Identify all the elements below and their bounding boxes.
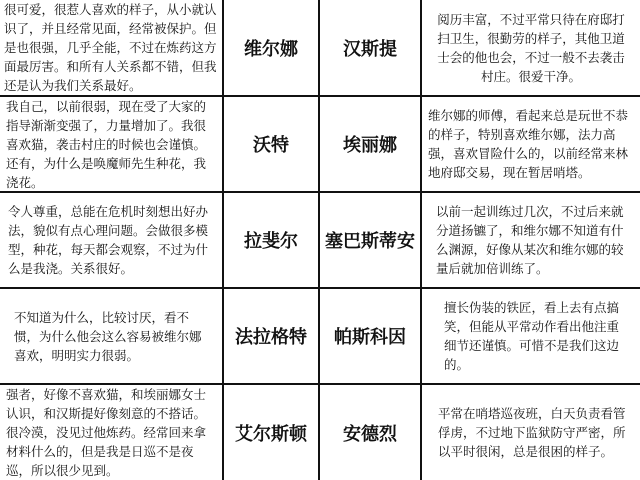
relation-note-text: 很可爱，很惹人喜欢的样子，从小就认识了，并且经常见面，经常被保护。但是也很强，几乎全能，不过在炼药这方面最厉害。和所有人关系都不错，但我还是认为我们关系最好。	[4, 2, 217, 93]
character-name-left: 法拉格特	[235, 327, 307, 348]
grid-line	[420, 0, 422, 480]
relation-note-right	[436, 193, 632, 287]
character-name-left: 艾尔斯顿	[235, 423, 307, 445]
relation-note-left	[4, 0, 218, 95]
relation-note-right	[434, 0, 628, 95]
relation-note-right	[428, 97, 634, 191]
character-name-right: 埃丽娜	[343, 135, 397, 156]
relation-note-text: 阅历丰富，不过平常只待在府邸打扫卫生，很勤劳的样子，其他卫道士会的他也会，不过一般不去袭击村庄。很爱干净。	[437, 11, 625, 84]
relation-note-left	[8, 193, 218, 287]
relation-note-left	[14, 289, 212, 383]
character-name-left: 沃特	[253, 135, 289, 156]
character-name-left: 拉斐尔	[244, 231, 298, 252]
relation-note-left	[6, 97, 216, 191]
relation-note-text: 不知道为什么，比较讨厌，看不惯，为什么他会这么容易被维尔娜喜欢，明明实力很弱。	[14, 309, 202, 363]
character-name-right: 塞巴斯蒂安	[325, 231, 415, 252]
relation-note-text: 以前一起训练过几次，不过后来就分道扬镳了，和维尔娜不知道有什么渊源，好像从某次和维尔娜的较量后就加倍训练了。	[436, 204, 624, 276]
relation-note-left	[6, 385, 218, 480]
relation-note-text: 强者，好像不喜欢猫，和埃丽娜女士认识，和汉斯提好像刻意的不搭话。很冷漠，没见过他炼药。经常回来拿材料什么的，但是我是日巡不是夜巡，所以很少见到。	[6, 387, 207, 478]
relation-note-right	[444, 289, 628, 383]
relation-note-right	[438, 385, 630, 480]
relation-note-text: 令人尊重，总能在危机时刻想出好办法，貌似有点心理问题。会做很多模型，种花，每天都会观察，不过为什么是我浇。关系很好。	[8, 204, 209, 276]
character-name-right: 安德烈	[343, 423, 397, 445]
relation-note-text: 我自己，以前很弱，现在受了大家的指导渐渐变强了，力量增加了。我很喜欢猫，袭击村庄的时候也会谨慎。还有，为什么是唤魔师先生种花，我浇花。	[6, 98, 207, 190]
character-name-right: 汉斯提	[343, 38, 397, 60]
relation-note-text: 擅长伪装的铁匠，看上去有点搞笑，但能从平常动作看出他注重细节还谨慎。可惜不是我们这边的。	[444, 300, 620, 372]
relation-note-text: 维尔娜的师傅，看起来总是玩世不恭的样子，特别喜欢维尔娜，法力高强，喜欢冒险什么的，以前经常来林地府邸交易，现在暂居哨塔。	[428, 108, 629, 180]
character-name-right: 帕斯科因	[334, 327, 406, 348]
relation-note-text: 平常在哨塔巡夜班，白天负责看管俘虏，不过地下监狱防守严密，所以平时很闲，总是很困的样子。	[438, 406, 626, 459]
character-name-left: 维尔娜	[244, 38, 298, 60]
